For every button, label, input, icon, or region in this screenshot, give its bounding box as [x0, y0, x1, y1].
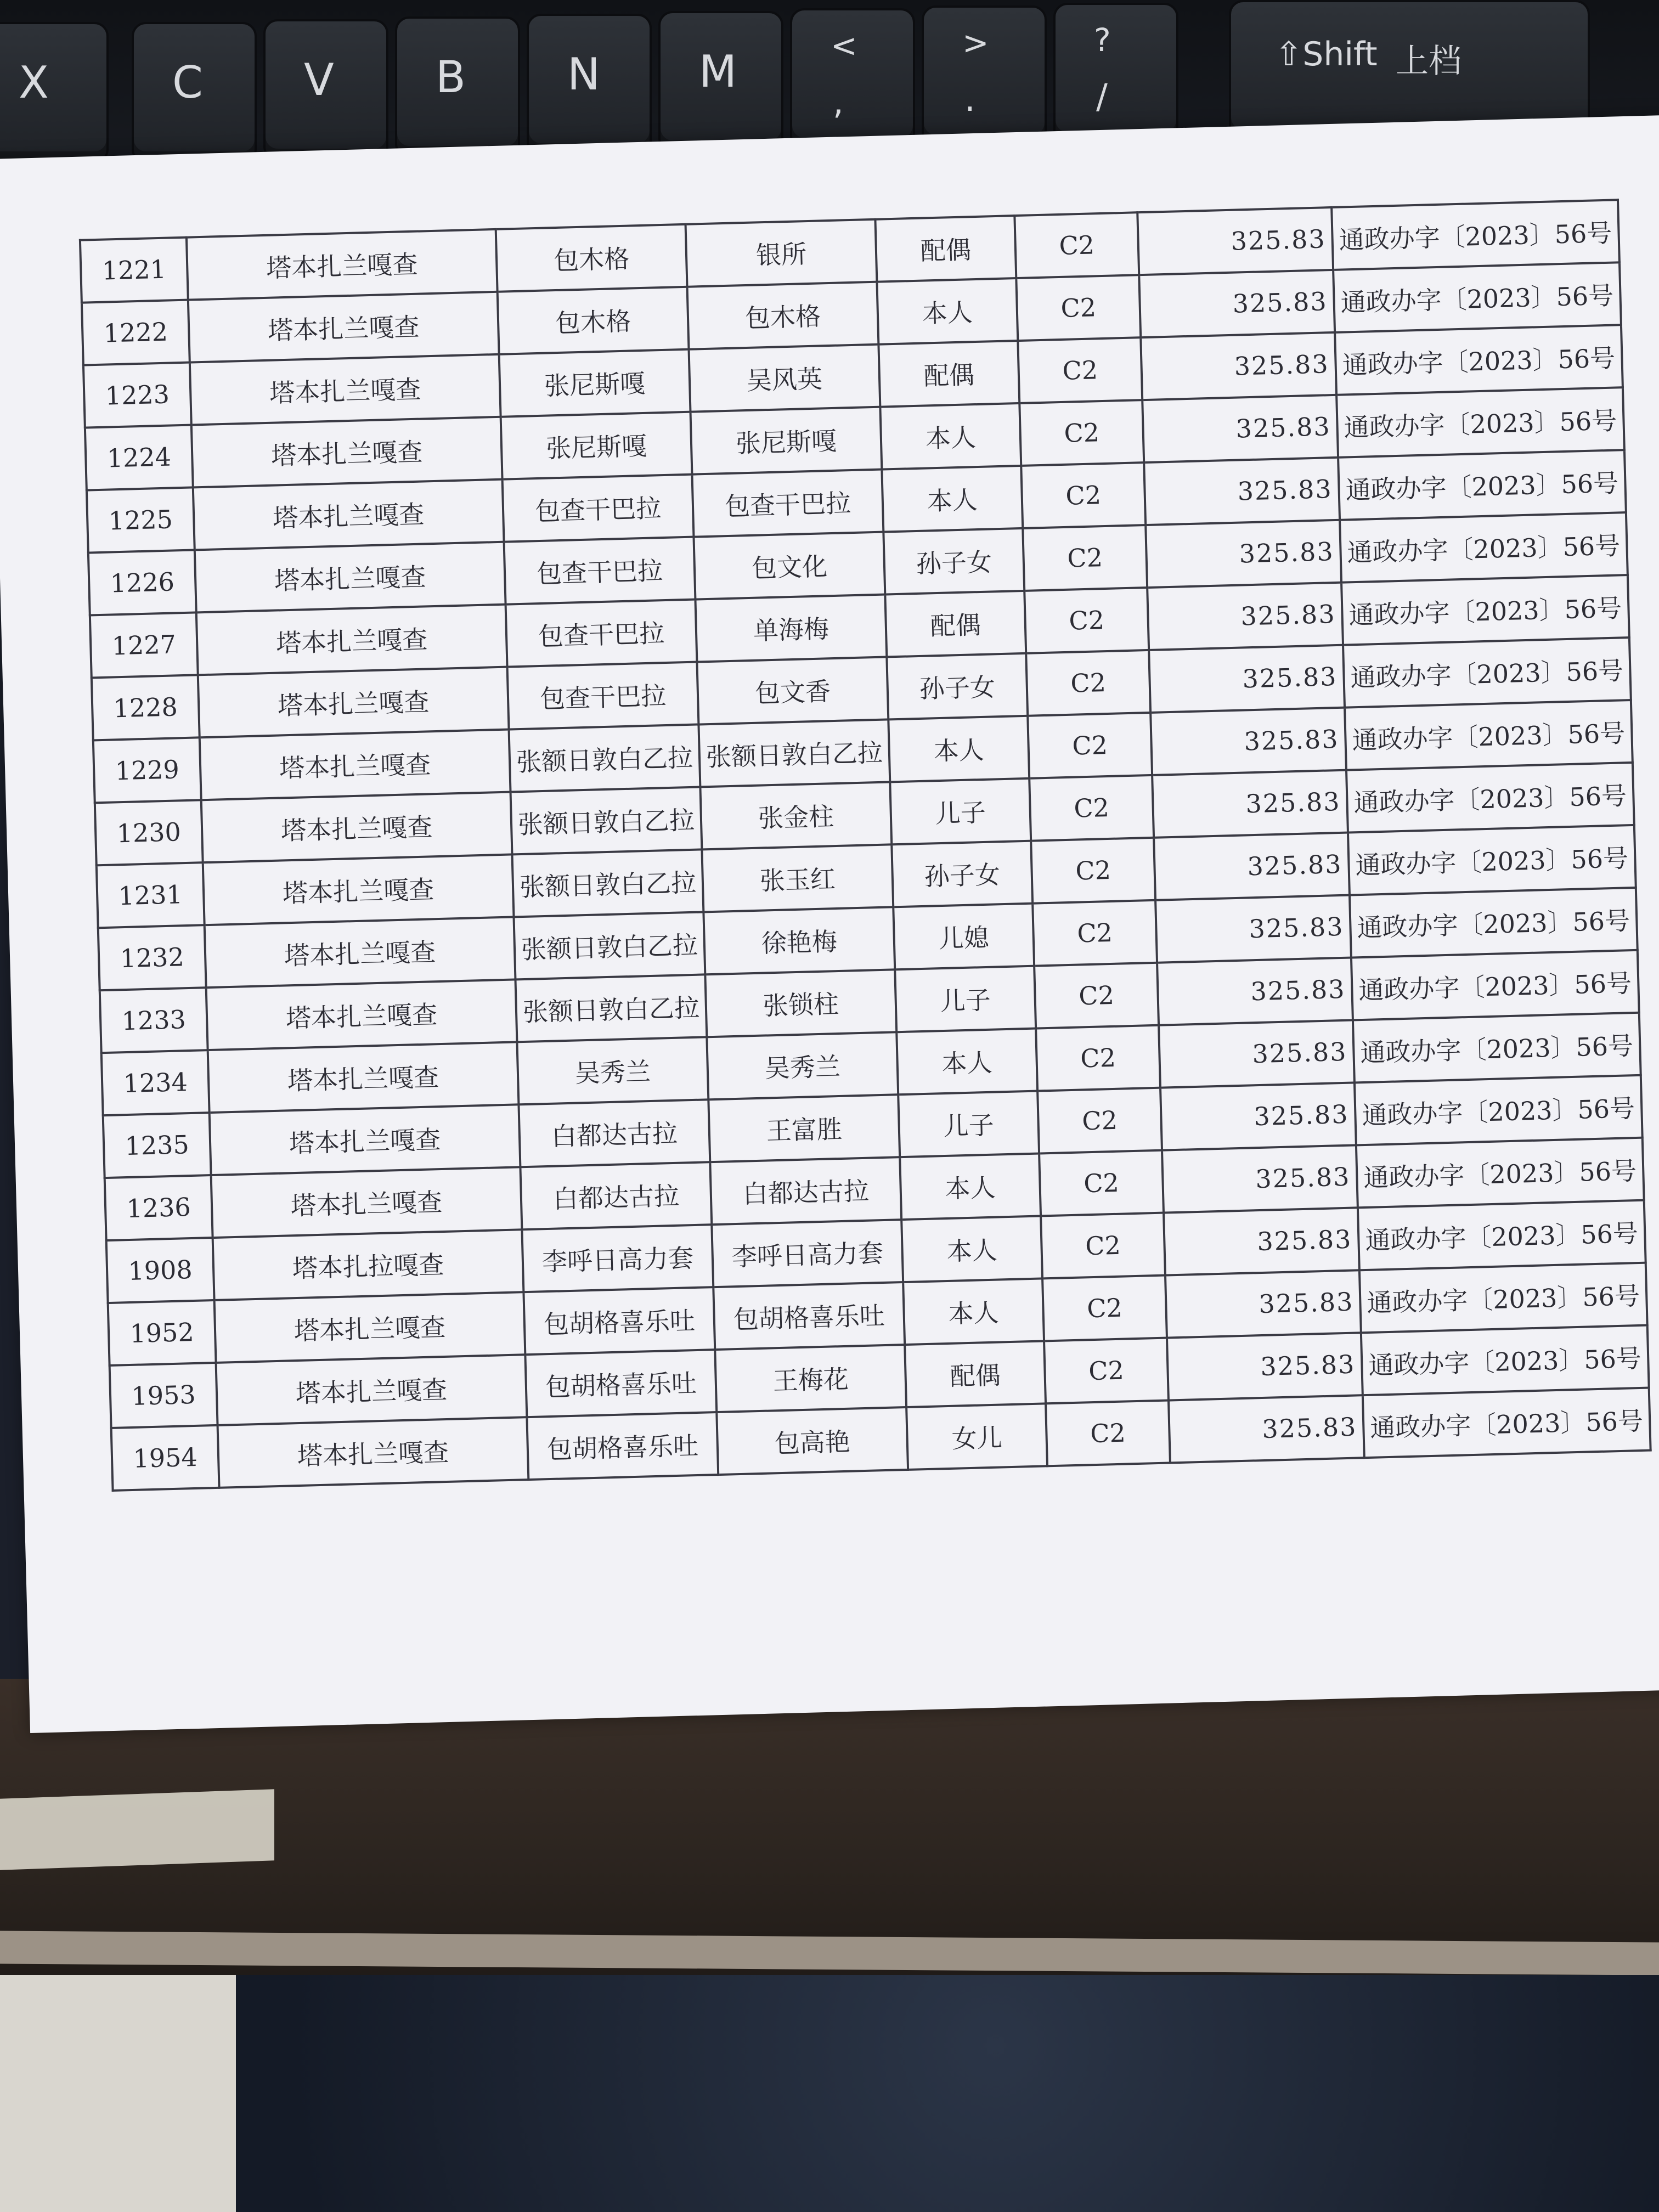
cell-amount: 325.83 — [1142, 395, 1338, 462]
cell-amount: 325.83 — [1154, 833, 1350, 900]
cell-relation: 本人 — [882, 466, 1023, 532]
cell-relation: 配偶 — [878, 341, 1019, 407]
cell-document: 通政办字〔2023〕56号 — [1346, 763, 1634, 833]
key-v — [263, 19, 388, 161]
cell-name: 包高艳 — [716, 1407, 908, 1475]
cell-relation: 孙子女 — [883, 528, 1024, 595]
cell-document: 通政办字〔2023〕56号 — [1345, 700, 1632, 770]
key-label: M — [699, 46, 737, 97]
cell-household-head: 张尼斯嘎 — [501, 412, 692, 479]
cell-amount: 325.83 — [1167, 1333, 1363, 1400]
cell-household-head: 包查干巴拉 — [503, 475, 694, 542]
cell-household-head: 白都达古拉 — [518, 1099, 710, 1167]
data-table — [79, 199, 1651, 1492]
cell-id: 1954 — [111, 1425, 219, 1491]
cell-document: 通政办字〔2023〕56号 — [1341, 575, 1629, 645]
cell-village: 塔本扎兰嘎查 — [211, 1167, 522, 1238]
cell-household-head: 张尼斯嘎 — [499, 349, 691, 417]
cell-name: 张额日敦白乙拉 — [698, 719, 890, 787]
cell-level: C2 — [1018, 337, 1142, 403]
cell-amount: 325.83 — [1149, 645, 1345, 713]
cell-relation: 儿子 — [895, 966, 1036, 1032]
cell-relation: 本人 — [896, 1029, 1037, 1095]
cell-household-head: 包查干巴拉 — [506, 600, 697, 667]
cell-id: 1908 — [106, 1238, 215, 1303]
cell-household-head: 张额日敦白乙拉 — [512, 849, 704, 917]
cell-id: 1222 — [82, 300, 190, 365]
cell-name: 银所 — [686, 219, 877, 287]
cell-household-head: 包胡格喜乐吐 — [523, 1287, 715, 1355]
cell-amount: 325.83 — [1147, 583, 1343, 650]
cell-relation: 女儿 — [906, 1403, 1047, 1470]
cell-name: 包木格 — [687, 282, 879, 349]
cell-village: 塔本扎拉嘎查 — [213, 1229, 524, 1300]
cell-amount: 325.83 — [1150, 708, 1346, 775]
cell-id: 1232 — [98, 925, 206, 990]
key-label: V — [304, 54, 334, 105]
cell-name: 徐艳梅 — [703, 907, 895, 974]
key-label: B — [436, 52, 466, 103]
cell-village: 塔本扎兰嘎查 — [206, 979, 517, 1050]
cell-relation: 本人 — [888, 716, 1029, 782]
key-x — [0, 22, 109, 163]
cell-village: 塔本扎兰嘎查 — [188, 292, 499, 363]
cell-household-head: 吴秀兰 — [517, 1037, 708, 1104]
cell-name: 李呼日高力套 — [712, 1220, 903, 1287]
cell-name: 吴秀兰 — [707, 1032, 898, 1099]
cell-document: 通政办字〔2023〕56号 — [1351, 950, 1639, 1020]
cell-village: 塔本扎兰嘎查 — [210, 1104, 521, 1175]
cell-id: 1221 — [80, 238, 188, 303]
cell-household-head: 张额日敦白乙拉 — [515, 974, 707, 1042]
cell-level: C2 — [1029, 775, 1154, 841]
cell-name: 吴风英 — [689, 345, 881, 412]
cell-household-head: 张额日敦白乙拉 — [511, 787, 702, 854]
cell-level: C2 — [1024, 588, 1149, 653]
cell-village: 塔本扎兰嘎查 — [215, 1292, 526, 1363]
cell-name: 白都达古拉 — [710, 1157, 901, 1224]
cell-document: 通政办字〔2023〕56号 — [1335, 325, 1622, 395]
cell-document: 通政办字〔2023〕56号 — [1333, 262, 1621, 332]
cell-document: 通政办字〔2023〕56号 — [1363, 1388, 1650, 1458]
cell-document: 通政办字〔2023〕56号 — [1340, 512, 1627, 583]
cell-id: 1225 — [87, 487, 195, 552]
key-label: ⇧Shift — [1275, 35, 1378, 74]
cell-relation: 本人 — [877, 278, 1018, 345]
cell-document: 通政办字〔2023〕56号 — [1331, 200, 1619, 270]
cell-level: C2 — [1019, 400, 1144, 466]
cell-amount: 325.83 — [1159, 1020, 1355, 1087]
cell-village: 塔本扎兰嘎查 — [203, 854, 514, 925]
cell-relation: 孙子女 — [891, 841, 1032, 907]
cell-amount: 325.83 — [1146, 520, 1341, 588]
cell-village: 塔本扎兰嘎查 — [208, 1042, 519, 1113]
cell-document: 通政办字〔2023〕56号 — [1350, 888, 1637, 958]
cell-household-head: 张额日敦白乙拉 — [514, 912, 705, 979]
cell-level: C2 — [1039, 1150, 1164, 1216]
cell-village: 塔本扎兰嘎查 — [190, 354, 501, 425]
floor — [0, 1975, 236, 2212]
cell-id: 1224 — [85, 425, 193, 490]
cell-document: 通政办字〔2023〕56号 — [1336, 387, 1624, 458]
cell-household-head: 包查干巴拉 — [504, 537, 696, 605]
cell-document: 通政办字〔2023〕56号 — [1359, 1263, 1647, 1333]
cell-relation: 儿子 — [898, 1091, 1039, 1158]
cell-village: 塔本扎兰嘎查 — [193, 479, 504, 550]
cell-household-head: 包木格 — [496, 224, 687, 292]
cell-village: 塔本扎兰嘎查 — [205, 917, 516, 988]
table-body — [80, 200, 1650, 1491]
cell-household-head: 包木格 — [498, 287, 689, 354]
key-label-bottom: . — [964, 79, 975, 119]
cell-name: 包查干巴拉 — [692, 470, 883, 537]
key-c — [132, 22, 257, 163]
cell-level: C2 — [1044, 1338, 1169, 1404]
cell-relation: 儿子 — [890, 778, 1031, 845]
cell-id: 1235 — [103, 1113, 211, 1178]
cell-level: C2 — [1026, 650, 1150, 716]
cell-document: 通政办字〔2023〕56号 — [1348, 825, 1635, 895]
cell-household-head: 包胡格喜乐吐 — [527, 1412, 718, 1480]
cell-name: 包胡格喜乐吐 — [713, 1282, 905, 1350]
key-label-alt: 上档 — [1396, 42, 1462, 81]
cell-relation: 配偶 — [905, 1341, 1046, 1407]
cell-amount: 325.83 — [1144, 458, 1340, 525]
cell-village: 塔本扎兰嘎查 — [216, 1355, 527, 1425]
cell-id: 1234 — [101, 1050, 210, 1115]
cell-level: C2 — [1014, 212, 1139, 278]
cell-document: 通政办字〔2023〕56号 — [1356, 1138, 1644, 1208]
key-label-top: ? — [1094, 21, 1111, 59]
cell-id: 1223 — [83, 363, 191, 428]
key-b — [395, 16, 520, 158]
cell-household-head: 李呼日高力套 — [522, 1224, 713, 1292]
cell-id: 1230 — [95, 800, 203, 865]
cell-document: 通政办字〔2023〕56号 — [1338, 450, 1626, 520]
cell-name: 包文化 — [693, 532, 885, 600]
cell-id: 1952 — [108, 1300, 216, 1365]
cell-village: 塔本扎兰嘎查 — [218, 1417, 529, 1488]
cell-level: C2 — [1021, 462, 1146, 528]
key-period — [922, 5, 1047, 147]
cell-name: 张金柱 — [700, 782, 891, 849]
cell-level: C2 — [1028, 713, 1152, 778]
cell-village: 塔本扎兰嘎查 — [187, 229, 498, 300]
cell-amount: 325.83 — [1155, 895, 1351, 963]
cell-level: C2 — [1023, 525, 1147, 591]
cell-id: 1227 — [90, 612, 198, 678]
jeans — [0, 1975, 1659, 2212]
cell-village: 塔本扎兰嘎查 — [198, 667, 509, 738]
cell-relation: 本人 — [901, 1216, 1042, 1282]
cell-document: 通政办字〔2023〕56号 — [1355, 1075, 1642, 1146]
cell-name: 王富胜 — [708, 1094, 900, 1162]
cell-village: 塔本扎兰嘎查 — [195, 542, 506, 613]
cell-village: 塔本扎兰嘎查 — [191, 417, 503, 488]
cell-relation: 配偶 — [875, 216, 1016, 282]
cell-level: C2 — [1034, 963, 1159, 1029]
cell-amount: 325.83 — [1141, 332, 1336, 400]
cell-name: 王梅花 — [715, 1345, 906, 1412]
key-label-bottom: , — [833, 82, 844, 122]
cell-name: 张玉红 — [702, 844, 893, 912]
cell-id: 1233 — [100, 988, 208, 1053]
cell-amount: 325.83 — [1169, 1395, 1364, 1463]
cell-level: C2 — [1041, 1213, 1165, 1279]
cell-name: 包文香 — [697, 657, 888, 724]
cell-name: 张锁柱 — [705, 969, 896, 1037]
cell-relation: 配偶 — [885, 591, 1026, 657]
cell-document: 通政办字〔2023〕56号 — [1361, 1325, 1649, 1396]
cell-relation: 本人 — [880, 403, 1021, 470]
key-slash — [1053, 3, 1178, 144]
desk-edge — [0, 1931, 1659, 1975]
cell-id: 1231 — [97, 862, 205, 928]
cell-id: 1236 — [105, 1175, 213, 1240]
cell-amount: 325.83 — [1139, 270, 1335, 337]
key-n — [527, 14, 652, 155]
cell-document: 通政办字〔2023〕56号 — [1353, 1013, 1640, 1083]
key-label-bottom: / — [1096, 76, 1108, 116]
cell-relation: 儿媳 — [893, 904, 1034, 970]
key-label-top: > — [962, 24, 989, 61]
cell-id: 1226 — [88, 550, 196, 615]
cell-household-head: 包胡格喜乐吐 — [525, 1350, 716, 1417]
paper-sheet — [0, 115, 1659, 1733]
cell-village: 塔本扎兰嘎查 — [196, 605, 507, 675]
key-m — [658, 11, 783, 153]
cell-id: 1953 — [110, 1363, 218, 1428]
cell-name: 张尼斯嘎 — [690, 407, 882, 475]
cell-level: C2 — [1042, 1276, 1167, 1341]
key-label-top: < — [831, 27, 857, 64]
key-label: X — [19, 57, 49, 108]
key-label: N — [567, 49, 600, 100]
key-label: C — [172, 57, 203, 108]
cell-household-head: 张额日敦白乙拉 — [509, 724, 701, 792]
cell-amount: 325.83 — [1152, 770, 1348, 838]
cell-relation: 本人 — [900, 1154, 1041, 1220]
cell-level: C2 — [1036, 1025, 1160, 1091]
cell-amount: 325.83 — [1137, 207, 1333, 275]
cell-amount: 325.83 — [1162, 1145, 1358, 1212]
desk-chip — [0, 1789, 274, 1870]
cell-name: 单海梅 — [695, 595, 887, 662]
cell-id: 1228 — [92, 675, 200, 740]
cell-document: 通政办字〔2023〕56号 — [1343, 637, 1630, 708]
cell-amount: 325.83 — [1165, 1270, 1361, 1338]
cell-level: C2 — [1046, 1400, 1170, 1466]
cell-level: C2 — [1037, 1088, 1162, 1154]
cell-amount: 325.83 — [1164, 1207, 1359, 1275]
cell-amount: 325.83 — [1157, 958, 1353, 1025]
cell-household-head: 包查干巴拉 — [507, 662, 699, 730]
cell-id: 1229 — [93, 737, 201, 803]
cell-level: C2 — [1016, 275, 1141, 341]
cell-household-head: 白都达古拉 — [520, 1162, 712, 1229]
cell-relation: 孙子女 — [887, 653, 1028, 720]
cell-level: C2 — [1031, 838, 1155, 904]
cell-document: 通政办字〔2023〕56号 — [1358, 1200, 1645, 1271]
key-comma — [790, 8, 915, 150]
cell-village: 塔本扎兰嘎查 — [200, 730, 511, 800]
cell-amount: 325.83 — [1160, 1082, 1356, 1150]
cell-village: 塔本扎兰嘎查 — [201, 792, 512, 863]
cell-relation: 本人 — [903, 1278, 1044, 1345]
cell-level: C2 — [1032, 900, 1157, 966]
